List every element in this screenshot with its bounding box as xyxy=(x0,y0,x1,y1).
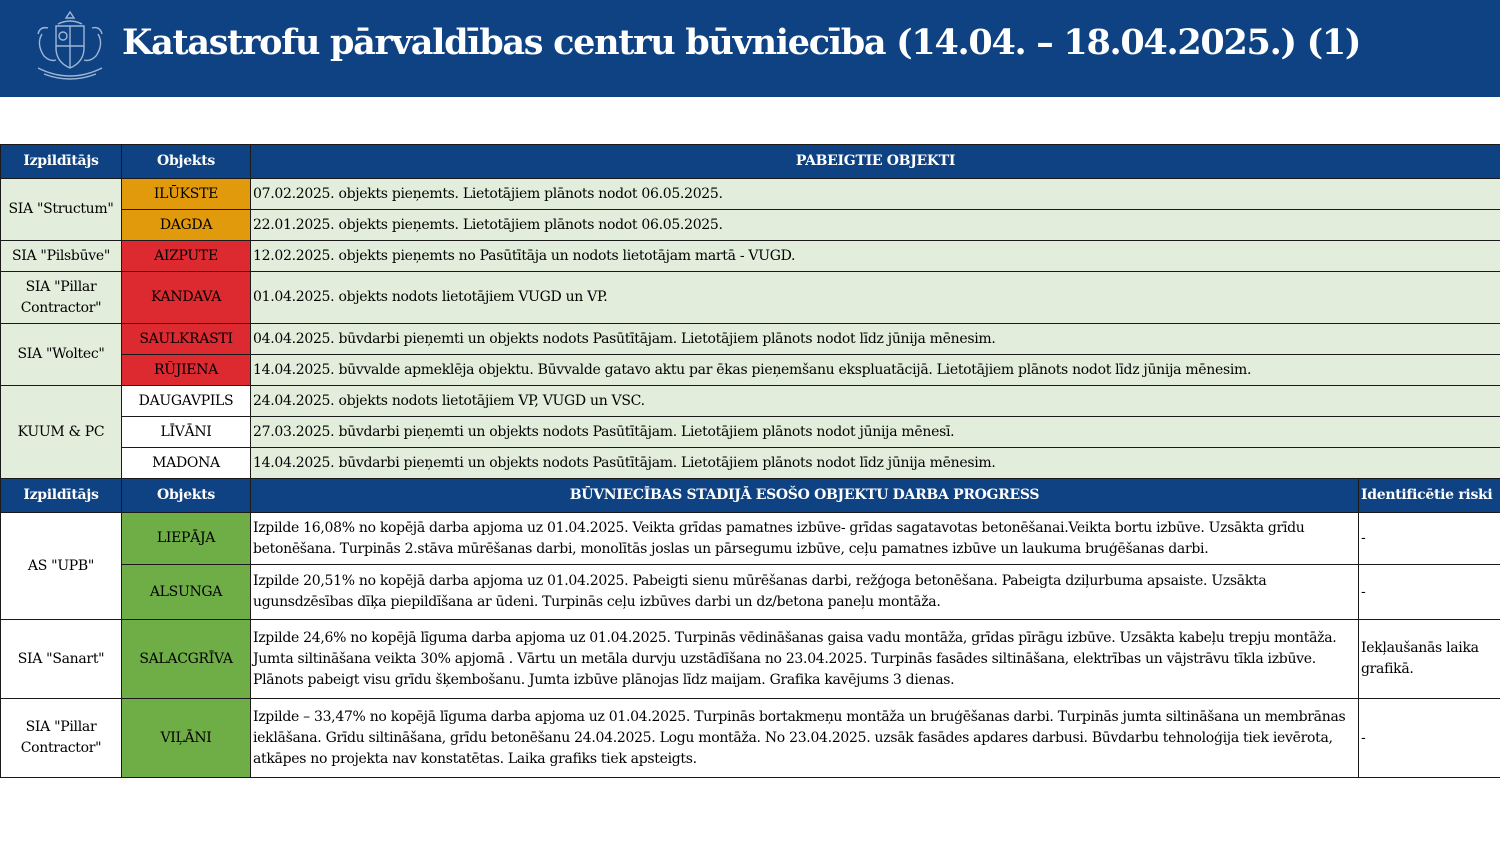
contractor-cell: SIA "Structum" xyxy=(1,179,122,241)
object-cell: DAGDA xyxy=(122,210,251,241)
object-cell: VIĻĀNI xyxy=(122,699,251,778)
object-cell: ALSUNGA xyxy=(122,565,251,620)
object-cell: MADONA xyxy=(122,448,251,479)
risk-cell: - xyxy=(1359,699,1500,778)
object-cell: LĪVĀNI xyxy=(122,417,251,448)
col-completed-header: PABEIGTIE OBJEKTI xyxy=(251,145,1500,179)
table-row xyxy=(1,324,1500,355)
col-contractor-header: Izpildītājs xyxy=(1,479,122,513)
status-text-cell: 22.01.2025. objekts pieņemts. Lietotājiem plānots nodot 06.05.2025. xyxy=(251,210,1500,241)
object-cell: RŪJIENA xyxy=(122,355,251,386)
object-cell: DAUGAVPILS xyxy=(122,386,251,417)
table-row xyxy=(1,355,1500,386)
status-text-cell: 14.04.2025. būvvalde apmeklēja objektu. Būvvalde gatavo aktu par ēkas pieņemšanu ekspluatācijā. Lietotājiem plānots nodot līdz jūnija mēnesim. xyxy=(251,355,1500,386)
table-row xyxy=(1,448,1500,479)
completed-header-row xyxy=(1,145,1500,179)
table-row xyxy=(1,386,1500,417)
contractor-cell: SIA "Pillar Contractor" xyxy=(1,699,122,778)
construction-status-table xyxy=(0,144,1500,778)
status-text-cell: 01.04.2025. objekts nodots lietotājiem VUGD un VP. xyxy=(251,272,1500,324)
progress-text-cell: Izpilde 20,51% no kopējā darba apjoma uz 01.04.2025. Pabeigti sienu mūrēšanas darbi, režģoga betonēšana. Pabeigta dziļurbuma apsaiste. Uzsākta ugunsdzēsības dīķa piepildīšana ar ūdeni. Turpinās ceļu izbūves darbi un dz/betona paneļu montāža. xyxy=(251,565,1359,620)
status-text-cell: 04.04.2025. būvdarbi pieņemti un objekts nodots Pasūtītājam. Lietotājiem plānots nodot līdz jūnija mēnesim. xyxy=(251,324,1500,355)
table-row xyxy=(1,620,1500,699)
contractor-cell: SIA "Sanart" xyxy=(1,620,122,699)
latvia-coat-of-arms-icon xyxy=(28,8,112,88)
table-row xyxy=(1,565,1500,620)
contractor-cell: SIA "Woltec" xyxy=(1,324,122,386)
risk-cell: Iekļaušanās laika grafikā. xyxy=(1359,620,1500,699)
risk-cell: - xyxy=(1359,565,1500,620)
status-text-cell: 14.04.2025. būvdarbi pieņemti un objekts nodots Pasūtītājam. Lietotājiem plānots nodot līdz jūnija mēnesim. xyxy=(251,448,1500,479)
table-row xyxy=(1,210,1500,241)
table-row xyxy=(1,272,1500,324)
status-text-cell: 12.02.2025. objekts pieņemts no Pasūtītāja un nodots lietotājam martā - VUGD. xyxy=(251,241,1500,272)
progress-text-cell: Izpilde – 33,47% no kopējā līguma darba apjoma uz 01.04.2025. Turpinās bortakmeņu montāža un bruģēšanas darbi. Turpinās jumta siltināšana un membrānas ieklāšana. Grīdu siltināšana, grīdu betonēšanu 24.04.2025. Logu montāža. No 23.04.2025. uzsāk fasādes apdares darbusi. Būvdarbu tehnoloģija tiek ievērota, atkāpes no projekta nav konstatētas. Laika grafiks tiek apsteigts. xyxy=(251,699,1359,778)
status-text-cell: 07.02.2025. objekts pieņemts. Lietotājiem plānots nodot 06.05.2025. xyxy=(251,179,1500,210)
object-cell: LIEPĀJA xyxy=(122,513,251,565)
object-cell: SAULKRASTI xyxy=(122,324,251,355)
status-text-cell: 27.03.2025. būvdarbi pieņemti un objekts nodots Pasūtītājam. Lietotājiem plānots nodot jūnija mēnesī. xyxy=(251,417,1500,448)
object-cell: ILŪKSTE xyxy=(122,179,251,210)
contractor-cell: SIA "Pillar Contractor" xyxy=(1,272,122,324)
contractor-cell: SIA "Pilsbūve" xyxy=(1,241,122,272)
table-row xyxy=(1,699,1500,778)
table-row xyxy=(1,513,1500,565)
progress-text-cell: Izpilde 24,6% no kopējā līguma darba apjoma uz 01.04.2025. Turpinās vēdināšanas gaisa vadu montāža, grīdas pīrāgu izbūve. Uzsākta kabeļu trepju montāža. Jumta siltināšana veikta 30% apjomā . Vārtu un metāla durvju uzstādīšana no 23.04.2025. Turpinās fasādes siltināšana, elektrības un vājstrāvu tīkla izbūve. Plānots pabeigt visu grīdu šķembošanu. Jumta izbūve plānojas līdz maijam. Grafika kavējums 3 dienas. xyxy=(251,620,1359,699)
page-header xyxy=(0,0,1500,97)
progress-text-cell: Izpilde 16,08% no kopējā darba apjoma uz 01.04.2025. Veikta grīdas pamatnes izbūve- grīdas sagatavotas betonēšanai.Veikta bortu izbūve. Uzsākta grīdu betonēšana. Turpinās 2.stāva mūrēšanas darbi, monolītās joslas un pārsegumu izbūve, ceļu pamatnes izbūve un laukuma bruģēšanas darbi. xyxy=(251,513,1359,565)
object-cell: SALACGRĪVA xyxy=(122,620,251,699)
table-row xyxy=(1,179,1500,210)
status-text-cell: 24.04.2025. objekts nodots lietotājiem VP, VUGD un VSC. xyxy=(251,386,1500,417)
progress-header-row xyxy=(1,479,1500,513)
table-row xyxy=(1,241,1500,272)
col-contractor-header: Izpildītājs xyxy=(1,145,122,179)
contractor-cell: KUUM & PC xyxy=(1,386,122,479)
col-progress-header: BŪVNIECĪBAS STADIJĀ ESOŠO OBJEKTU DARBA PROGRESS xyxy=(251,479,1359,513)
col-object-header: Objekts xyxy=(122,479,251,513)
contractor-cell: AS "UPB" xyxy=(1,513,122,620)
object-cell: KANDAVA xyxy=(122,272,251,324)
page-title: Katastrofu pārvaldības centru būvniecība (14.04. – 18.04.2025.) (1) xyxy=(122,22,1361,63)
table-row xyxy=(1,417,1500,448)
risk-cell: - xyxy=(1359,513,1500,565)
col-object-header: Objekts xyxy=(122,145,251,179)
object-cell: AIZPUTE xyxy=(122,241,251,272)
col-risks-header: Identificētie riski xyxy=(1359,479,1500,513)
